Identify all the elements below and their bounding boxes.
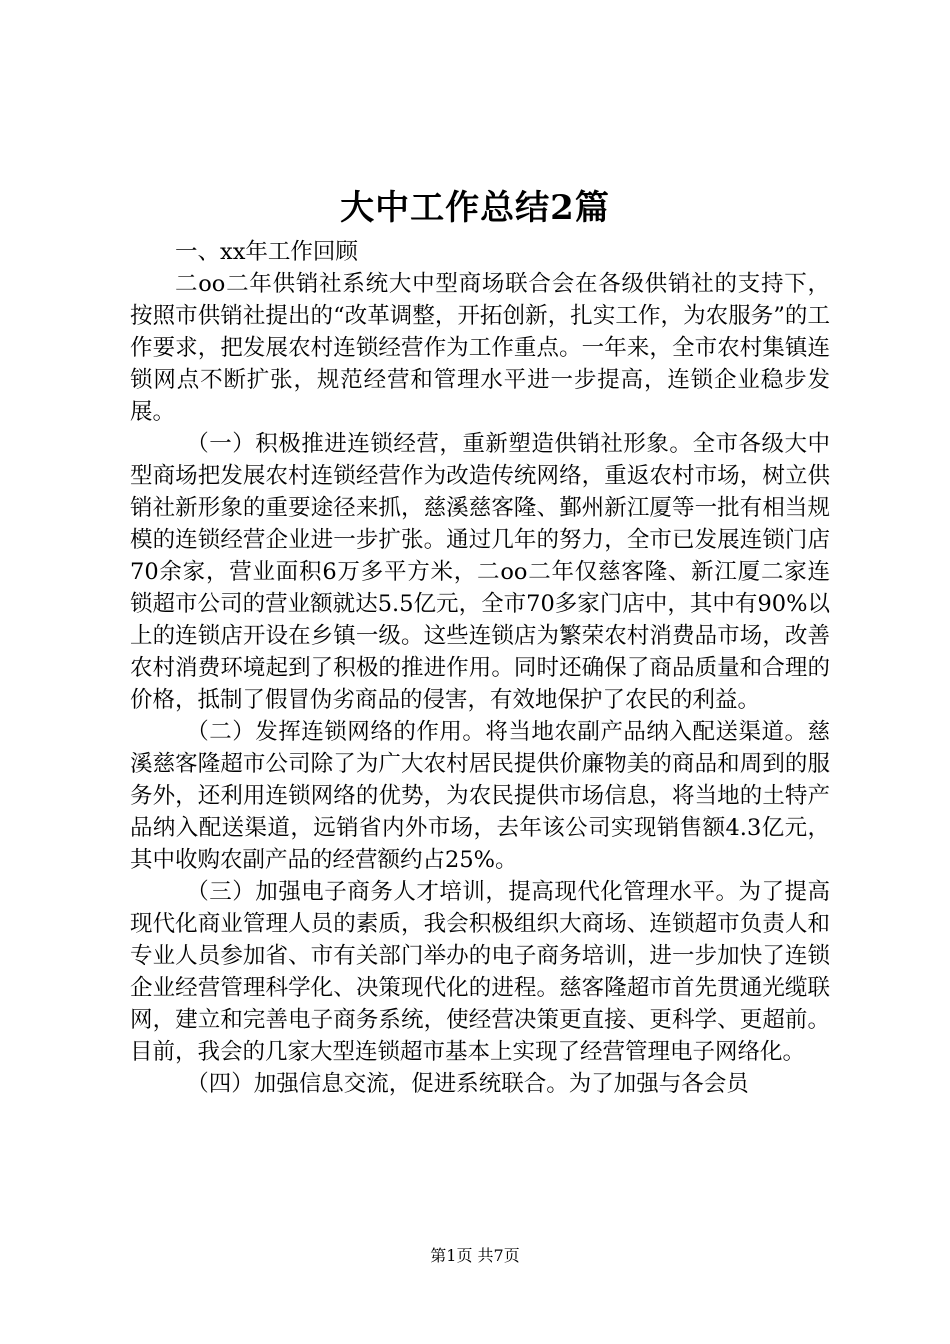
page-footer: 第1页 共7页 [430, 1246, 520, 1265]
section-heading: 一、xx年工作回顾 [175, 239, 358, 265]
body-paragraph: 二oo二年供销社系统大中型商场联合会在各级供销社的支持下，按照市供销社提出的“改革调整，开拓创新，扎实工作，为农服务”的工作要求，把发展农村连锁经营作为工作重点。一年来，全市农村集镇连锁网点不断扩张，规范经营和管理水平进一步提高，连锁企业稳步发展。 [130, 271, 830, 425]
body-paragraph-section-2: （二）发挥连锁网络的作用。将当地农副产品纳入配送渠道。慈溪慈客隆超市公司除了为广大农村居民提供价廉物美的商品和周到的服务外，还利用连锁网络的优势，为农民提供市场信息，将当地的土特产品纳入配送渠道，远销省内外市场，去年该公司实现销售额4.3亿元，其中收购农副产品的经营额约占25%。 [130, 719, 830, 873]
body-paragraph-section-3: （三）加强电子商务人才培训，提高现代化管理水平。为了提高现代化商业管理人员的素质，我会积极组织大商场、连锁超市负责人和专业人员参加省、市有关部门举办的电子商务培训，进一步加快了连锁企业经营管理科学化、决策现代化的进程。慈客隆超市首先贯通光缆联网，建立和完善电子商务系统，使经营决策更直接、更科学、更超前。目前，我会的几家大型连锁超市基本上实现了经营管理电子网络化。 [130, 879, 830, 1065]
body-paragraph-section-4: （四）加强信息交流，促进系统联合。为了加强与各会员 [186, 1071, 749, 1097]
document-title: 大中工作总结2篇 [340, 188, 610, 228]
body-paragraph-section-1: （一）积极推进连锁经营，重新塑造供销社形象。全市各级大中型商场把发展农村连锁经营作为改造传统网络，重返农村市场，树立供销社新形象的重要途径来抓，慈溪慈客隆、鄞州新江厦等一批有相当规模的连锁经营企业进一步扩张。通过几年的努力，全市已发展连锁门店70余家，营业面积6万多平方米，二oo二年仅慈客隆、新江厦二家连锁超市公司的营业额就达5.5亿元，全市70多家门店中，其中有90%以上的连锁店开设在乡镇一级。这些连锁店为繁荣农村消费品市场，改善农村消费环境起到了积极的推进作用。同时还确保了商品质量和合理的价格，抵制了假冒伪劣商品的侵害，有效地保护了农民的利益。 [130, 431, 830, 713]
document-body [130, 236, 830, 1100]
